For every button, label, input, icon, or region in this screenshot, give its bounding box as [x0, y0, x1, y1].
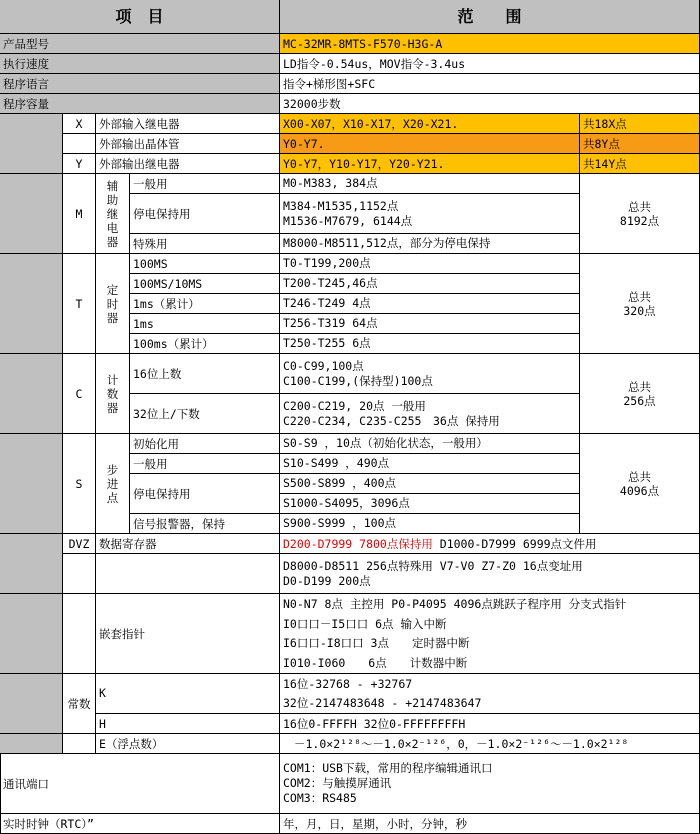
m-row-value — [280, 194, 580, 234]
s-row-value — [280, 434, 580, 454]
dvz-file-range: D1000-D7999 6999点文件用 — [432, 536, 597, 551]
dvz-code: DVZ — [63, 534, 96, 554]
t-row-value — [280, 314, 580, 334]
cell-line: C220-C234, C235-C255 36点 保持用 — [283, 413, 500, 428]
c-row-name: 16位上数 — [130, 354, 280, 394]
cell-line: D8000-D8511 256点特殊用 V7-V0 Z7-Z0 16点变址用 — [283, 558, 583, 573]
m-row-name: 一般用 — [130, 174, 280, 194]
m-row-name: 特殊用 — [130, 234, 280, 254]
header-range: 范 围 — [280, 0, 700, 34]
const-h-value: 16位0-FFFFH 32位0-FFFFFFFFH — [280, 714, 700, 734]
cell-line: S0-S9 ，10点（初始化状态，一般用） — [283, 436, 488, 450]
t-row-value — [280, 294, 580, 314]
cell-line: T0-T199,200点 — [283, 256, 371, 270]
t-row-value — [280, 274, 580, 294]
dvz-blank — [0, 534, 63, 594]
dvz-blank-code — [63, 554, 96, 594]
const-k-line: 16位-32768 - +32767 — [283, 676, 413, 691]
nest-line: N0-N7 8点 主控用 P0-P4095 4096点跳跃子程序用 分支式指针 — [283, 596, 627, 611]
cell-line: S500-S899 ，400点 — [283, 476, 397, 490]
cell-line: S10-S499 ，490点 — [283, 456, 390, 470]
cell-line: T250-T255 6点 — [283, 336, 371, 350]
row-value: 指令+梯形图+SFC — [280, 74, 700, 94]
cell-line: M8000-M8511,512点，部分为停电保持 — [283, 236, 491, 250]
cell-line: COM2：与触摸屏通讯 — [283, 776, 392, 790]
const-e-blank — [0, 734, 63, 754]
nest-line: I6口口-I8口口 3点 定时器中断 — [283, 636, 470, 651]
t-row-value — [280, 254, 580, 274]
const-k — [96, 674, 280, 714]
s-row-value — [280, 454, 580, 474]
s-row-name: 初始化用 — [130, 434, 280, 454]
io-total: 共14Y点 — [580, 154, 700, 174]
nest-blank — [0, 594, 63, 674]
io-code: Y — [63, 154, 96, 174]
cell-line: M0-M383, 384点 — [283, 176, 378, 190]
dvz-value — [280, 534, 700, 554]
rtc-value: 年，月，日，星期，小时，分钟，秒 — [280, 814, 700, 834]
t-group: 定 时 器 — [96, 254, 130, 354]
io-total: 共18X点 — [580, 114, 700, 134]
io-total: 共8Y点 — [580, 134, 700, 154]
nest-line: I0口口－I5口口 6点 输入中断 — [283, 616, 447, 631]
c-row-value — [280, 394, 580, 434]
m-row-value — [280, 174, 580, 194]
t-row-name: 1ms（累计） — [130, 294, 280, 314]
io-group-blank — [0, 114, 63, 174]
io-code — [63, 134, 96, 154]
m-row-value — [280, 234, 580, 254]
m-group: 辅 助 继 电 器 — [96, 174, 130, 254]
row-label: 执行速度 — [0, 54, 280, 74]
c-total: 总共 256点 — [580, 354, 700, 434]
io-value: Y0-Y7，Y10-Y17，Y20-Y21. — [280, 154, 580, 174]
const-k-line: 32位-2147483648 - +2147483647 — [283, 696, 482, 711]
dvz-blank-name — [96, 554, 280, 594]
s-total: 总共 4096点 — [580, 434, 700, 534]
row-value: 32000步数 — [280, 94, 700, 114]
io-name: 外部输出继电器 — [96, 154, 280, 174]
dvz-name: 数据寄存器 — [96, 534, 280, 554]
m-code: M — [63, 174, 96, 254]
comm-values — [280, 754, 700, 814]
c-code: C — [63, 354, 96, 434]
const-name: 常数 — [63, 674, 96, 734]
comm-label: 通讯端口 — [0, 754, 280, 814]
io-code: X — [63, 114, 96, 134]
nest-values — [280, 594, 700, 674]
const-k-code: K — [99, 686, 106, 700]
row-label: 产品型号 — [0, 34, 280, 54]
cell-line: COM1：USB下载，常用的程序编辑通讯口 — [283, 761, 493, 775]
nest-line: I010-I060 6点 计数器中断 — [283, 656, 468, 671]
dvz-special — [280, 554, 700, 594]
row-value: LD指令-0.54us，MOV指令-3.4us — [280, 54, 700, 74]
s-group: 步 进 点 — [96, 434, 130, 534]
t-total: 总共 320点 — [580, 254, 700, 354]
const-e-value: －1.0×2¹²⁸～－1.0×2⁻¹²⁶，0，－1.0×2⁻¹²⁶～－1.0×2¹²⁸ — [280, 734, 700, 754]
row-label: 程序容量 — [0, 94, 280, 114]
io-value: X00-X07，X10-X17，X20-X21. — [280, 114, 580, 134]
nest-blank-code — [63, 594, 96, 674]
dvz-retentive-range: D200-D7999 7800点保持用 — [283, 536, 433, 551]
t-row-name: 100MS — [130, 254, 280, 274]
c-row-value — [280, 354, 580, 394]
cell-line: T246-T249 4点 — [283, 296, 371, 310]
cell-line: D0-D199 200点 — [283, 573, 371, 588]
m-blank — [0, 174, 63, 254]
s-row-name: 信号报警器，保持 — [130, 514, 280, 534]
const-blank — [0, 674, 63, 734]
m-row-name: 停电保持用 — [130, 194, 280, 234]
const-h-code: H — [96, 714, 280, 734]
c-blank — [0, 354, 63, 434]
row-value: MC-32MR-8MTS-F570-H3G-A — [280, 34, 700, 54]
cell-line: C100-C199,(保持型)100点 — [283, 373, 433, 388]
const-e-blank-code — [63, 734, 96, 754]
s-code: S — [63, 434, 96, 534]
m-total: 总共 8192点 — [580, 174, 700, 254]
s-row-name: 停电保持用 — [130, 474, 280, 514]
s-row-value — [280, 494, 580, 514]
cell-line: C200-C219, 20点 一般用 — [283, 398, 426, 413]
io-name: 外部输入继电器 — [96, 114, 280, 134]
s-row-value — [280, 514, 580, 534]
io-value: Y0-Y7. — [280, 134, 580, 154]
cell-line: C0-C99,100点 — [283, 358, 364, 373]
t-row-name: 100MS/10MS — [130, 274, 280, 294]
c-group: 计 数 器 — [96, 354, 130, 434]
cell-line: T200-T245,46点 — [283, 276, 378, 290]
t-blank — [0, 254, 63, 354]
cell-line: S1000-S4095，3096点 — [283, 496, 410, 510]
s-blank — [0, 434, 63, 534]
header-item: 项 目 — [0, 0, 280, 34]
row-label: 程序语言 — [0, 74, 280, 94]
cell-line: T256-T319 64点 — [283, 316, 378, 330]
cell-line: S900-S999 ，100点 — [283, 516, 397, 530]
rtc-label: 实时时钟（RTC）” — [0, 814, 280, 834]
t-code: T — [63, 254, 96, 354]
t-row-name: 1ms — [130, 314, 280, 334]
const-k-values — [280, 674, 700, 714]
c-row-name: 32位上/下数 — [130, 394, 280, 434]
cell-line: M384-M1535,1152点 — [283, 198, 399, 213]
s-row-value — [280, 474, 580, 494]
nest-name: 嵌套指针 — [96, 594, 280, 674]
io-name: 外部输出晶体管 — [96, 134, 280, 154]
t-row-value — [280, 334, 580, 354]
cell-line: M1536-M7679, 6144点 — [283, 213, 413, 228]
const-e-code: E（浮点数） — [96, 734, 280, 754]
cell-line: COM3：RS485 — [283, 791, 357, 805]
s-row-name: 一般用 — [130, 454, 280, 474]
t-row-name: 100ms（累计） — [130, 334, 280, 354]
